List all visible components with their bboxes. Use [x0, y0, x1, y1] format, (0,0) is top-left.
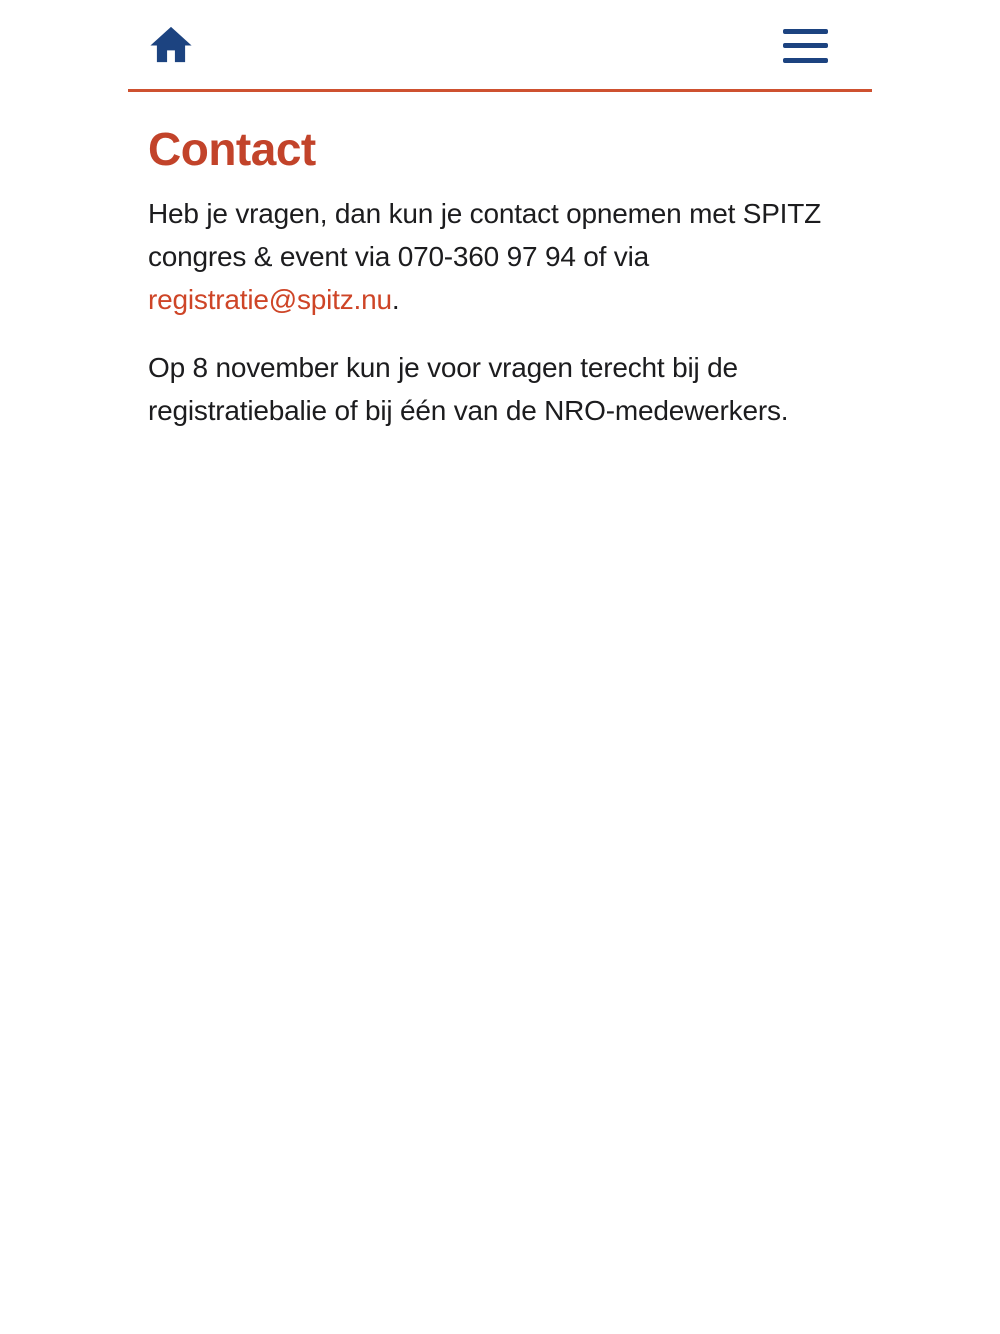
- hamburger-bar: [783, 29, 828, 34]
- page-title: Contact: [148, 123, 316, 175]
- hamburger-menu-button[interactable]: [783, 29, 828, 63]
- content-container: [128, 0, 872, 432]
- paragraph-contact-info: [148, 192, 852, 321]
- hamburger-bar: [783, 43, 828, 48]
- home-button[interactable]: [146, 22, 196, 69]
- paragraph-event-info: Op 8 november kun je voor vragen terecht bij de registratiebalie of bij één van de NRO-medewerkers.: [148, 352, 789, 426]
- header: [128, 0, 872, 92]
- paragraph-contact-period: .: [391, 284, 400, 315]
- main-content: [128, 123, 872, 432]
- home-icon: [146, 22, 196, 69]
- email-link[interactable]: registratie@spitz.nu: [148, 284, 392, 315]
- paragraph-contact-text: Heb je vragen, dan kun je contact opnemen met SPITZ congres & event via 070-360 97 94 of via: [148, 198, 822, 272]
- hamburger-bar: [783, 58, 828, 63]
